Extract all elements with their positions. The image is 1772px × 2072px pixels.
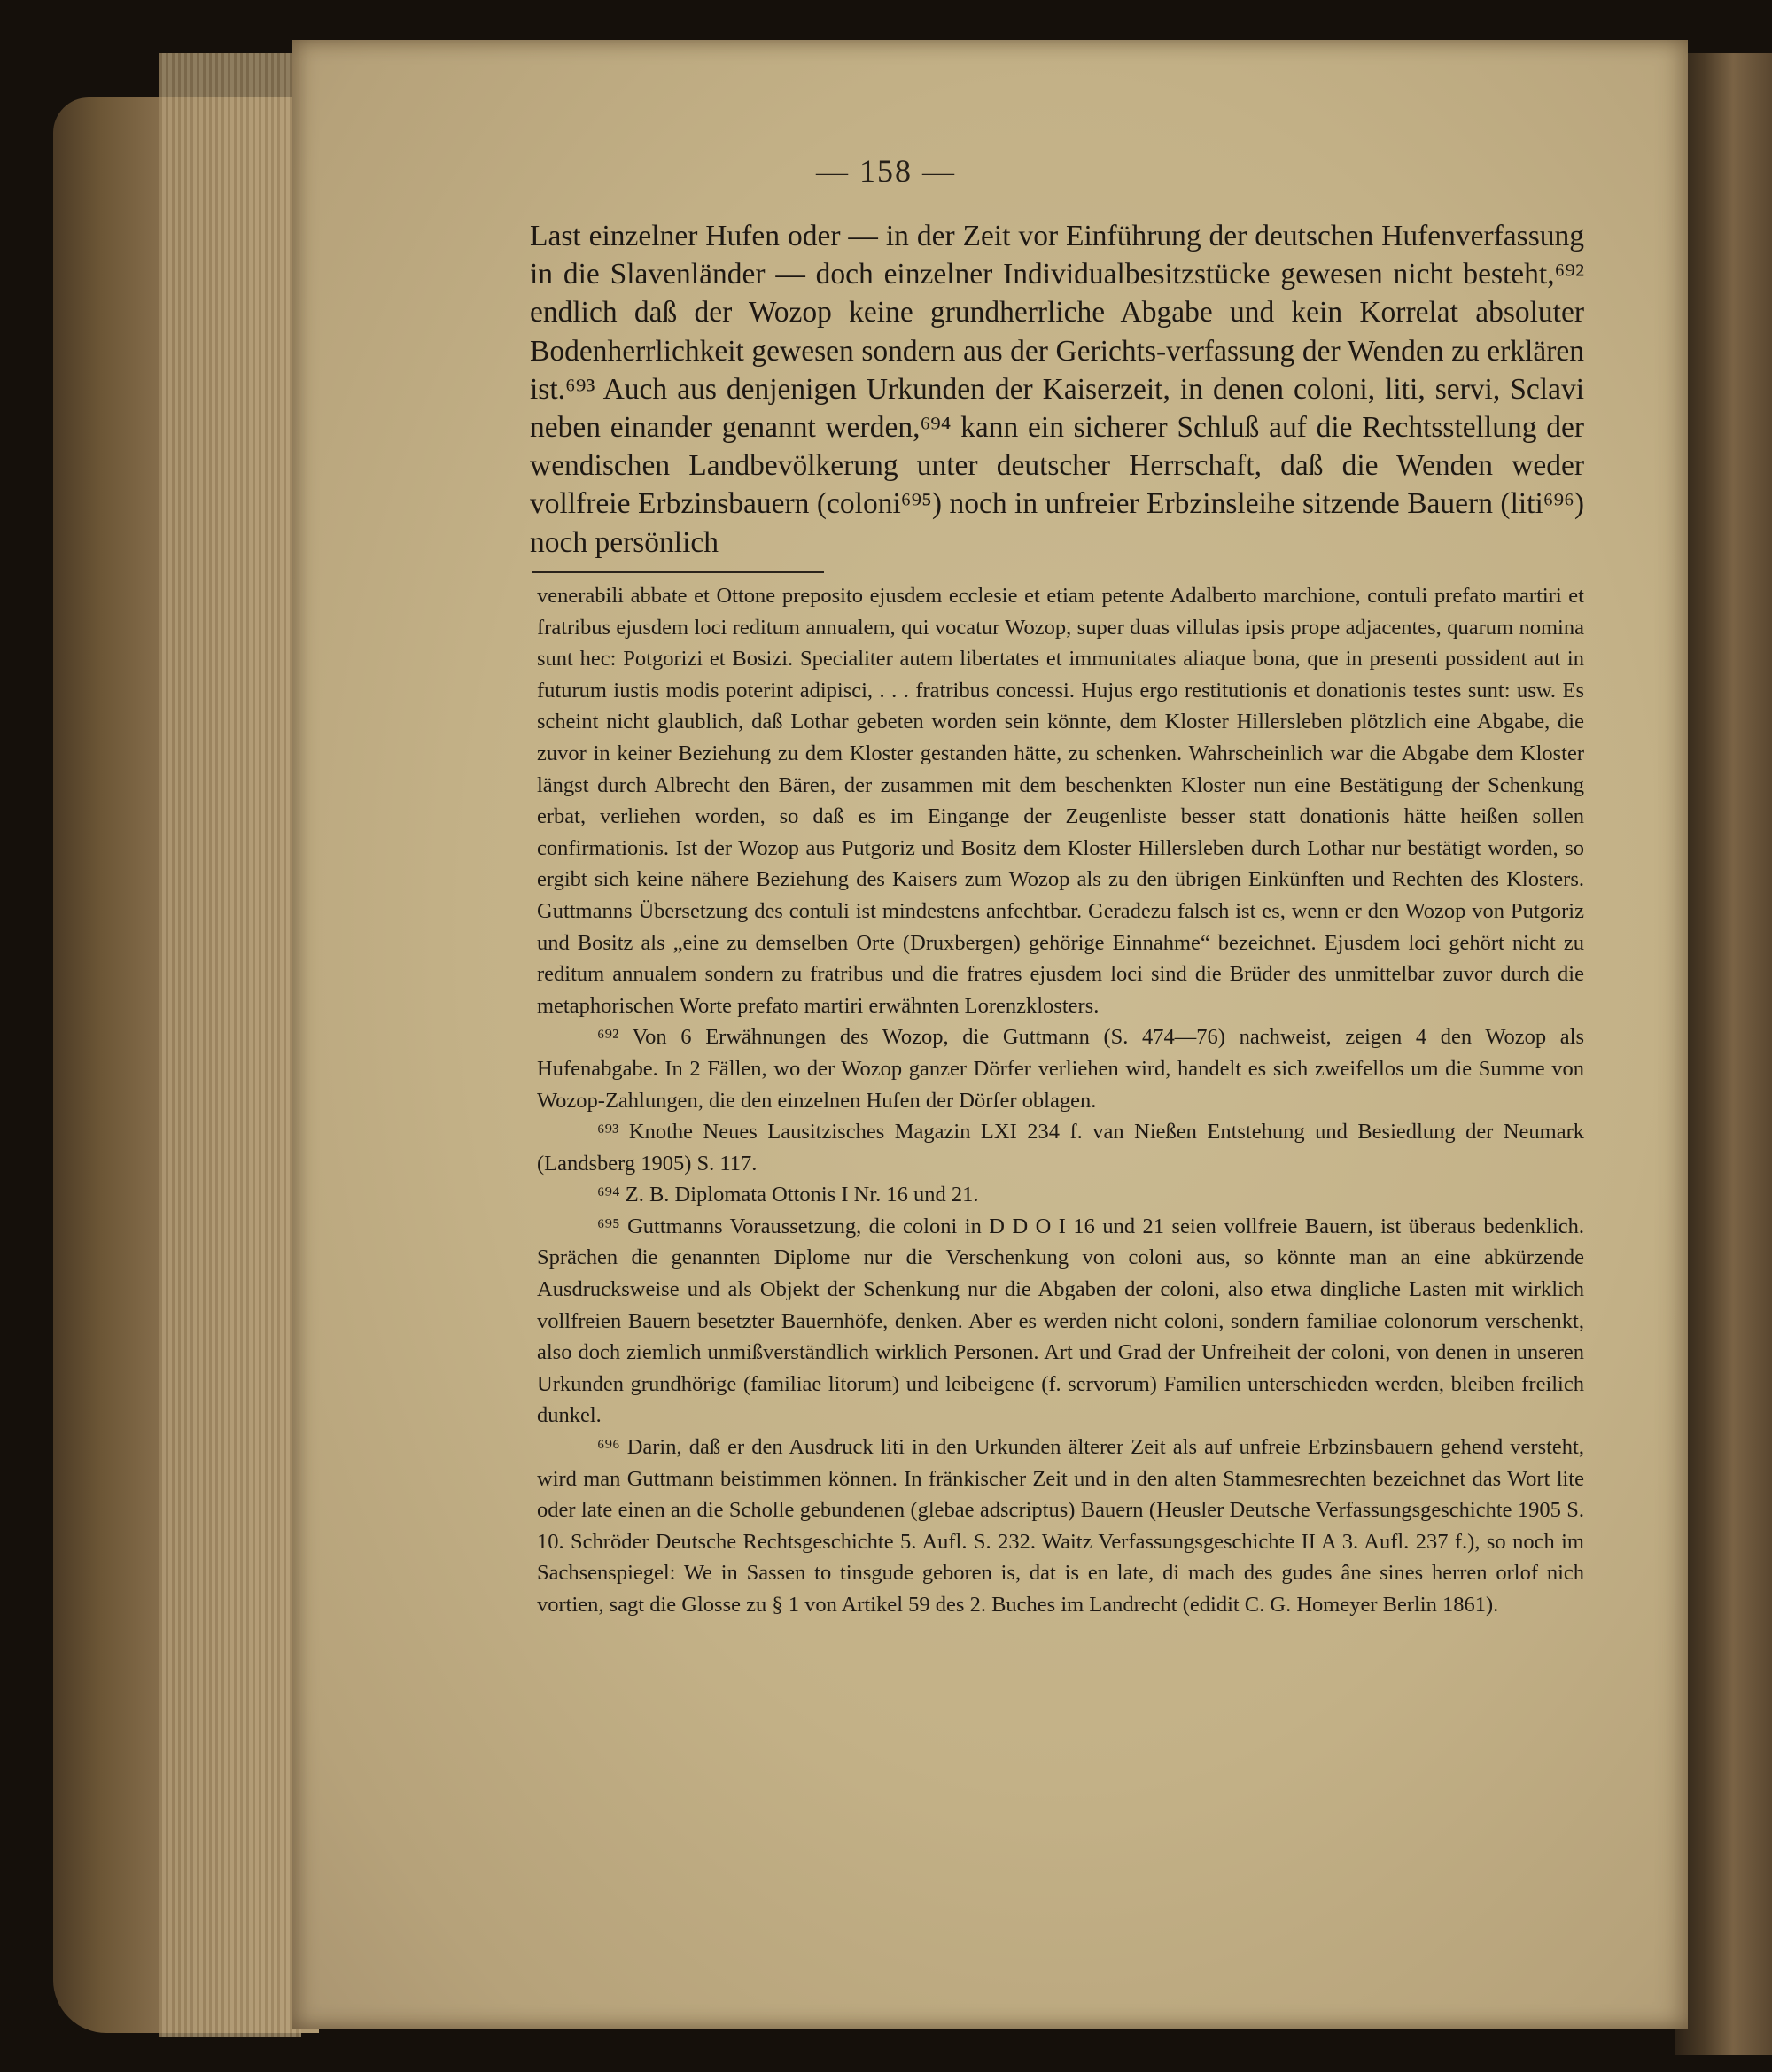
footnote-separator [532,571,824,573]
main-text-block [530,217,1584,562]
book-page-stack [159,53,301,2037]
footnote-692: ⁶⁹² Von 6 Erwähnungen des Wozop, die Guttmann (S. 474—76) nachweist, zeigen 4 den Wozop als Hufenabgabe. In 2 Fällen, wo der Wozop ganzer Dörfer verliehen wird, handelt es sich zweifellos um die Summe von Wozop-Zahlungen, die den einzelnen Hufen der Dörfer oblagen. [537,1025,1584,1113]
footnote-continuation: venerabili abbate et Ottone preposito ejusdem ecclesie et etiam petente Adalberto marchione, contuli prefato martiri et fratribus ejusdem loci reditum annualem, qui vocatur Wozop, super duas villulas ipsis prope adjacentes, quarum nomina sunt hec: Potgorizi et Bosizi. Specialiter autem libertates et immunitates aliaque bona, que in presenti possident aut in futurum iustis modis poterint adipisci, . . . fratribus concessi. Hujus ergo restitutionis et donationis testes sunt: usw. Es scheint nicht glaublich, daß Lothar gebeten worden sein könnte, dem Kloster Hillersleben plötzlich eine Abgabe, die zuvor in keiner Beziehung zu dem Kloster gestanden hätte, zu schenken. Wahrscheinlich war die Abgabe dem Kloster längst durch Albrecht den Bären, der zusammen mit dem beschenkten Kloster nun eine Bestätigung der Schenkung erbat, verliehen worden, so daß es im Eingange der Zeugenliste besser statt donationis hätte heißen sollen confirmationis. Ist der Wozop aus Putgoriz und Bositz dem Kloster Hillersleben durch Lothar nur bestätigt worden, so ergibt sich keine nähere Beziehung des Kaisers zum Wozop als zu den übrigen Einkünften und Rechten des Klosters. Guttmanns Übersetzung des contuli ist mindestens anfechtbar. Geradezu falsch ist es, wenn er den Wozop von Putgoriz und Bositz als „eine zu demselben Orte (Druxbergen) gehörige Einnahme“ bezeichnet. Ejusdem loci gehört nicht zu reditum annualem sondern zu fratribus und die fratres ejusdem loci sind die Brüder des unmittelbar zuvor durch die metaphorischen Worte prefato martiri erwähnten Lorenzklosters. [537,584,1584,1018]
main-paragraph: Last einzelner Hufen oder — in der Zeit vor Einführung der deutschen Hufenverfassung in die Slavenländer — doch einzelner Individualbesitzstücke gewesen nicht besteht,⁶⁹² endlich daß der Wozop keine grundherrliche Abgabe und kein Korrelat absoluter Bodenherrlichkeit gewesen sondern aus der Gerichts-verfassung der Wenden zu erklären ist.⁶⁹³ Auch aus denjenigen Urkunden der Kaiserzeit, in denen coloni, liti, servi, Sclavi neben einander genannt werden,⁶⁹⁴ kann ein sicherer Schluß auf die Rechtsstellung der wendischen Landbevölkerung unter deutscher Herrschaft, daß die Wenden weder vollfreie Erbzinsbauern (coloni⁶⁹⁵) noch in unfreier Erbzinsleihe sitzende Bauern (liti⁶⁹⁶) noch persönlich [530,220,1584,559]
footnote-695: ⁶⁹⁵ Guttmanns Voraussetzung, die coloni in D D O I 16 und 21 seien vollfreie Bauern, ist überaus bedenklich. Sprächen die genannten Diplome nur die Verschenkung von coloni aus, so könnte man an eine abkürzende Ausdrucksweise und als Objekt der Schenkung nur die Abgaben der coloni, also etwa dingliche Lasten mit wirklich vollfreien Bauern besetzter Bauernhöfe, denken. Aber es werden nicht coloni, sondern familiae colonorum verschenkt, also doch ziemlich unmißverständlich wirklich Personen. Art und Grad der Unfreiheit der coloni, von denen in unseren Urkunden grundhörige (familiae litorum) und leibeigene (f. servorum) Familien unterschieden werden, bleiben freilich dunkel. [537,1214,1584,1428]
footnotes-block [537,580,1584,1621]
page-number: — 158 — [816,153,956,189]
footnote-694: ⁶⁹⁴ Z. B. Diplomata Ottonis I Nr. 16 und 21. [597,1183,979,1207]
right-page-edge [1675,53,1772,2055]
footnote-696: ⁶⁹⁶ Darin, daß er den Ausdruck liti in den Urkunden älterer Zeit als auf unfreie Erbzinsbauern gehend versteht, wird man Guttmann beistimmen können. In fränkischer Zeit und in den alten Stammesrechten bezeichnet das Wort lite oder late einen an die Scholle gebundenen (glebae adscriptus) Bauern (Heusler Deutsche Verfassungsgeschichte 1905 S. 10. Schröder Deutsche Rechtsgeschichte 5. Aufl. S. 232. Waitz Verfassungsgeschichte II A 3. Aufl. 237 f.), so noch im Sachsenspiegel: We in Sassen to tinsgude geboren is, dat is en late, di mach des gudes âne sines herren orlof nich vortien, sagt die Glosse zu § 1 von Artikel 59 des 2. Buches im Landrecht (edidit C. G. Homeyer Berlin 1861). [537,1435,1584,1617]
footnote-693: ⁶⁹³ Knothe Neues Lausitzisches Magazin LXI 234 f. van Nießen Entstehung und Besiedlung der Neumark (Landsberg 1905) S. 117. [537,1120,1584,1176]
